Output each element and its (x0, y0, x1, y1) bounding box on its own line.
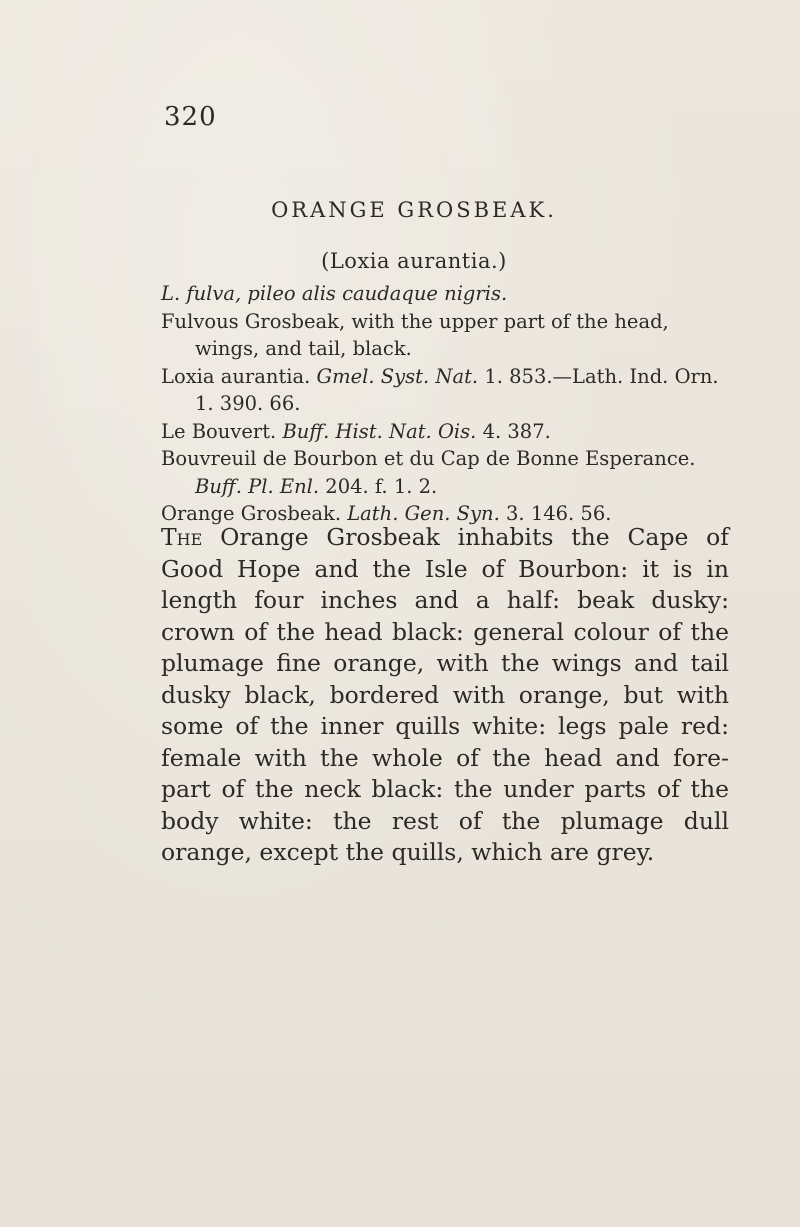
synonymy-entry-english-diagnosis (161, 308, 729, 363)
synonymy-name: Bouvreuil de Bourbon et du Cap de Bonne Esperance. (161, 447, 696, 470)
synonymy-source: Buff. Pl. Enl. (195, 474, 320, 498)
synonymy-entry-latin-diagnosis (161, 280, 729, 308)
synonymy-name: Le Bouvert. (161, 419, 283, 443)
paragraph-lead-word: The (161, 523, 203, 551)
synonymy-reference: 1. 853.—Lath. Ind. Orn. 1. 390. 66. (195, 364, 719, 415)
synonymy-reference: 204. f. 1. 2. (319, 474, 438, 498)
synonymy-source: Lath. Gen. Syn. (347, 502, 500, 525)
synonymy-block (161, 280, 729, 528)
synonymy-source: Buff. Hist. Nat. Ois. (282, 419, 477, 443)
page-number: 320 (164, 102, 217, 132)
synonymy-text: L. fulva, pileo alis caudaque nigris. (161, 282, 508, 305)
synonymy-entry-buffon-hist (161, 418, 729, 446)
synonymy-entry-buffon-pl (161, 445, 729, 500)
synonymy-source: Gmel. Syst. Nat. (316, 364, 479, 388)
synonymy-entry-gmelin (161, 363, 729, 418)
synonymy-name: Loxia aurantia. (161, 364, 317, 388)
page-subtitle: (Loxia aurantia.) (321, 249, 507, 273)
synonymy-reference: 3. 146. 56. (499, 502, 612, 525)
description-paragraph (161, 522, 729, 869)
synonymy-reference: 4. 387. (476, 419, 551, 443)
synonymy-name: Orange Grosbeak. (161, 502, 348, 525)
paragraph-text: Orange Grosbeak inhabits the Cape of Good Hope and the Isle of Bourbon: it is in length four inches and a half: beak dusky: crown of the head black: general colour of the plumage fine orange, with the wings and tail dusky black, bordered with orange, but with some of the inner quills white: legs pale red: female with the whole of the head and fore-part of the neck black: the under parts of the body white: the rest of the plumage dull orange, except the quills, which are grey. (161, 523, 729, 866)
synonymy-text: Fulvous Grosbeak, with the upper part of the head, wings, and tail, black. (161, 309, 669, 360)
page-title: ORANGE GROSBEAK. (271, 198, 557, 222)
